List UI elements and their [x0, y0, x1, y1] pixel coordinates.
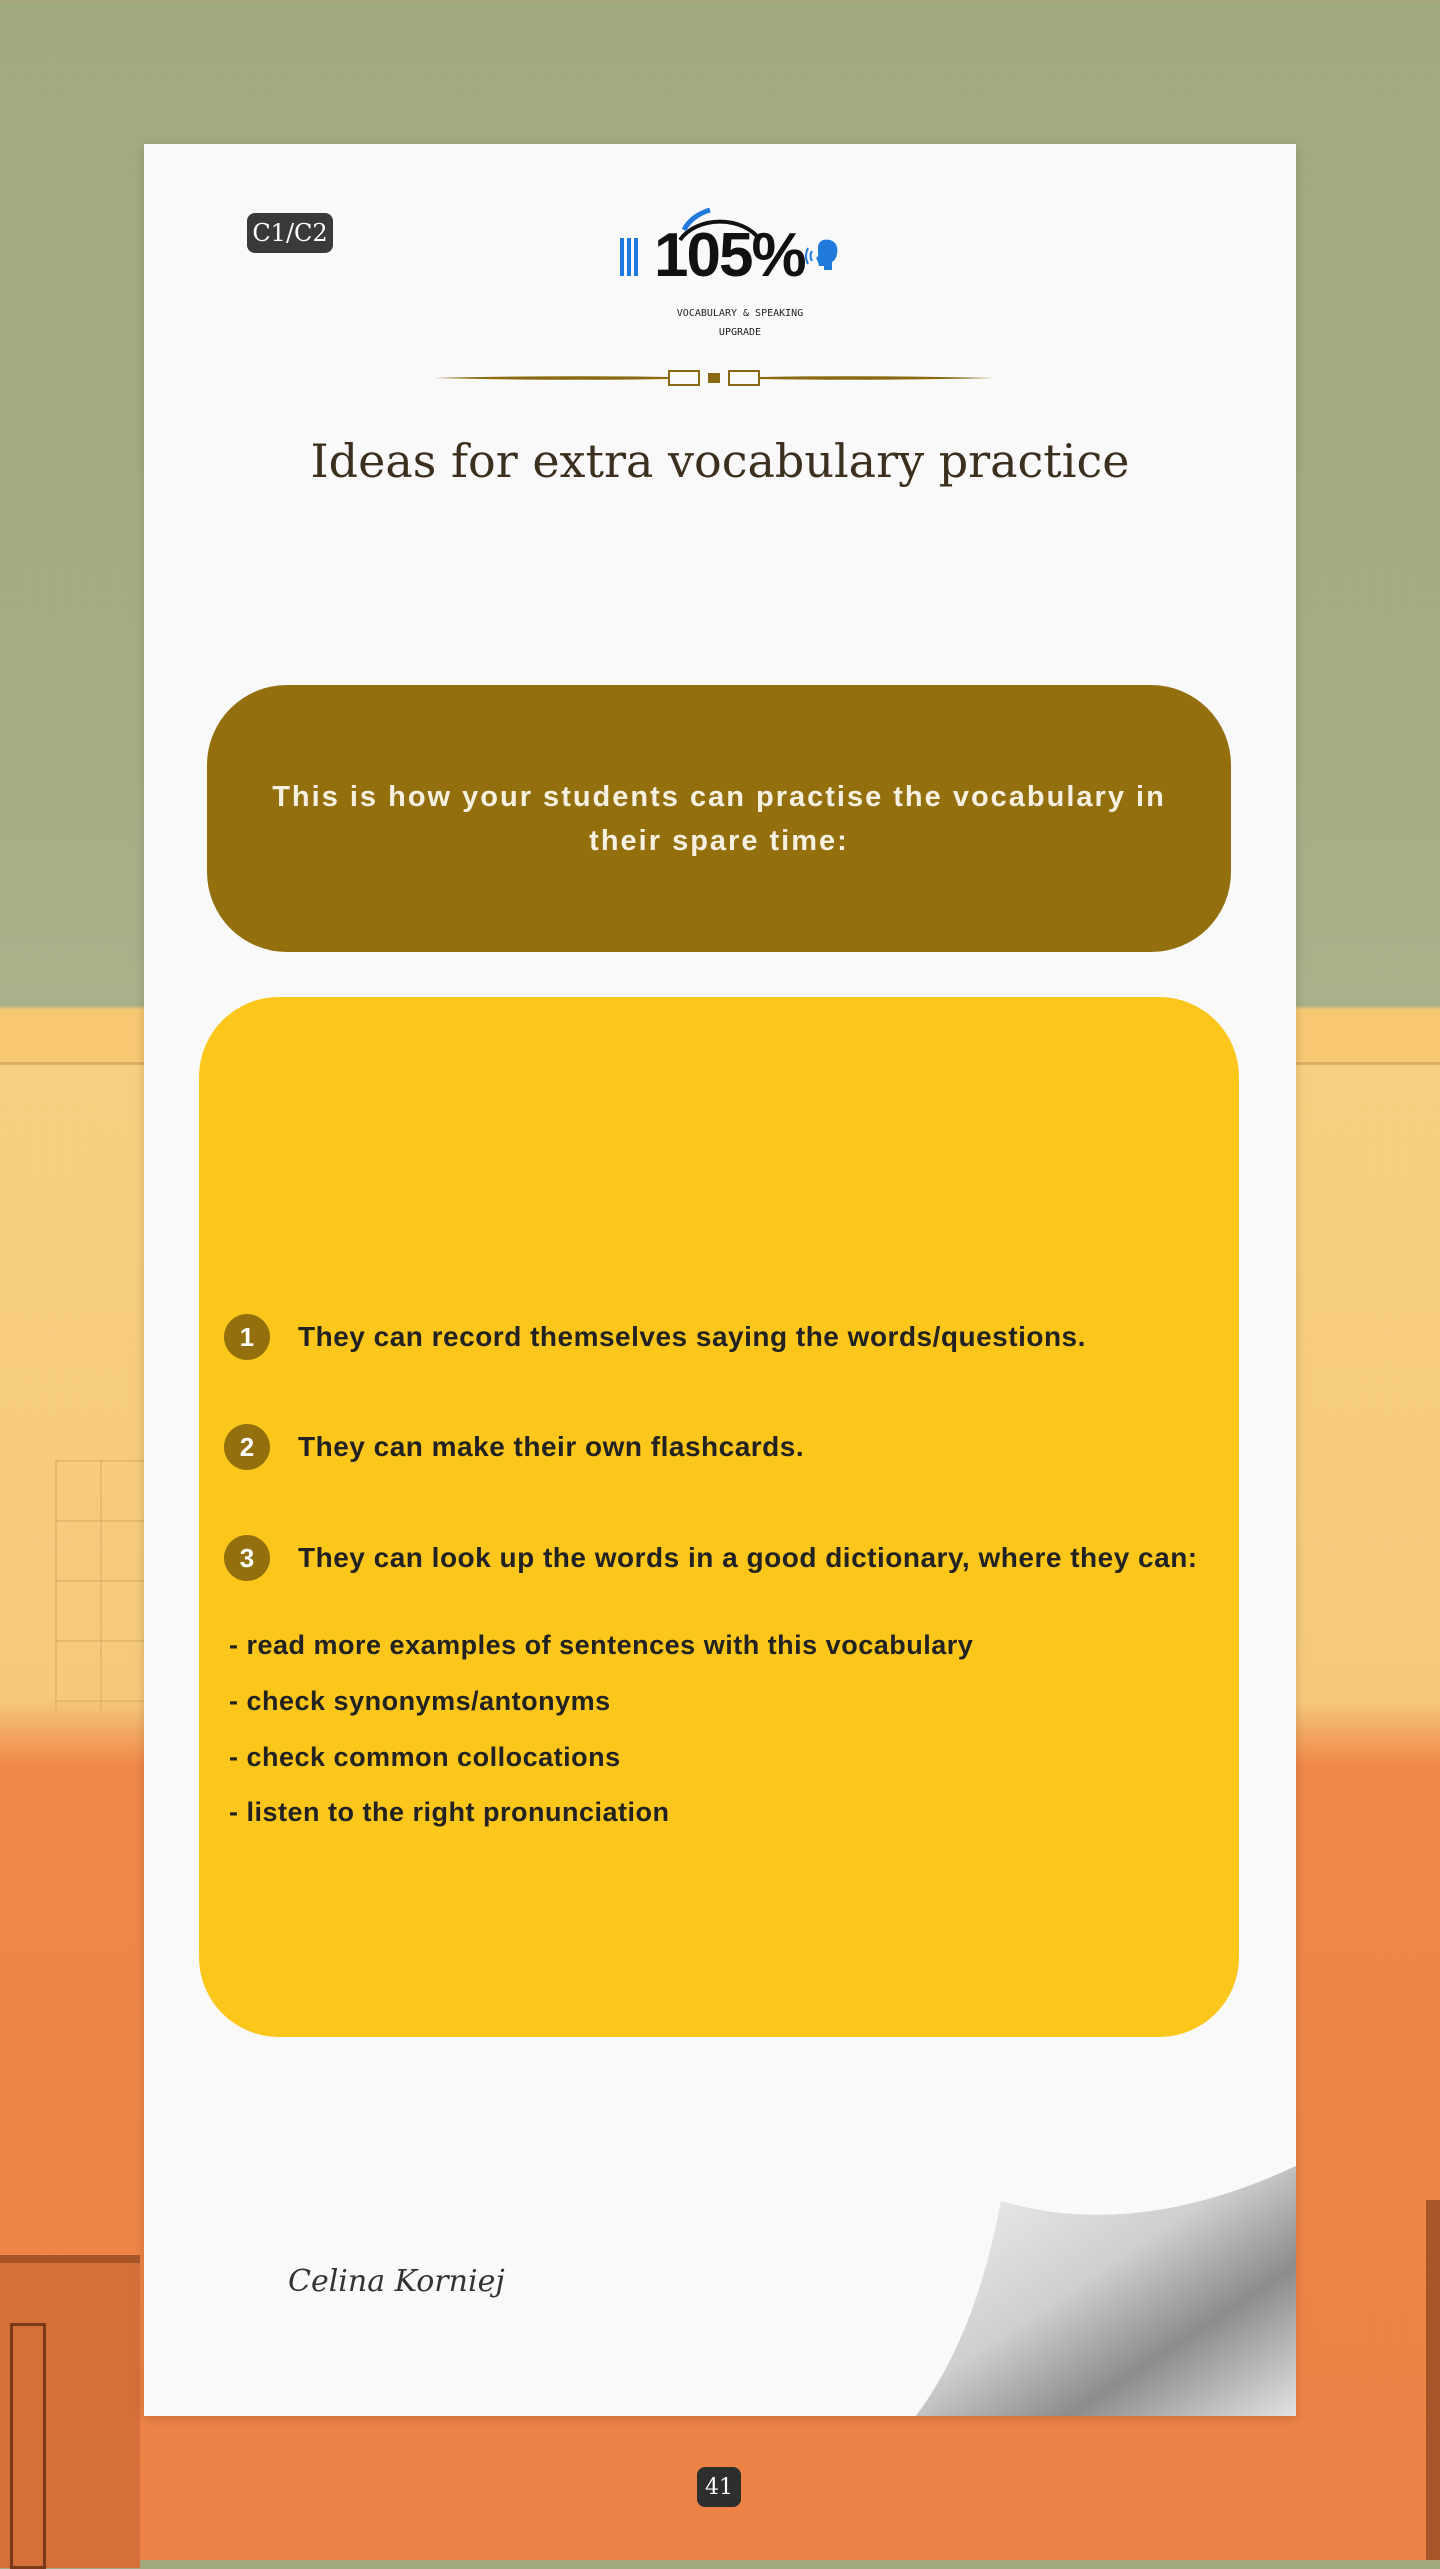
- author-signature: Celina Korniej: [288, 2264, 505, 2299]
- list-item: [224, 1535, 1198, 1581]
- logo-subtitle-line1: VOCABULARY & SPEAKING: [676, 308, 804, 319]
- level-badge: C1/C2: [247, 213, 333, 253]
- item-text: They can make their own flashcards.: [298, 1431, 805, 1462]
- sub-item: - read more examples of sentences with this vocabulary: [229, 1630, 974, 1660]
- page-title: Ideas for extra vocabulary practice: [310, 434, 1130, 488]
- logo-subtitle-line2: UPGRADE: [718, 327, 762, 338]
- background-bricks: [55, 1460, 145, 1710]
- page-curl-icon: [916, 2166, 1296, 2416]
- sub-item: - check synonyms/antonyms: [229, 1686, 611, 1716]
- brand-logo: [620, 196, 860, 338]
- equalizer-bars-icon: [620, 238, 641, 281]
- item-text: They can record themselves saying the words/questions.: [298, 1321, 1086, 1352]
- list-item: [224, 1424, 804, 1470]
- page-number: 41: [697, 2467, 741, 2507]
- item-number-badge: 2: [224, 1424, 270, 1470]
- background-door: [0, 2255, 140, 2568]
- sub-item: - listen to the right pronunciation: [229, 1797, 670, 1827]
- speaking-head-icon: [800, 236, 840, 276]
- ornamental-divider: [434, 366, 994, 390]
- item-number-badge: 1: [224, 1314, 270, 1360]
- worksheet-page: [144, 144, 1296, 2416]
- background-door-frame: [10, 2323, 46, 2569]
- background-door-edge: [1426, 2200, 1440, 2560]
- logo-subtitle: [620, 304, 860, 342]
- item-number-badge: 3: [224, 1535, 270, 1581]
- sub-item: - check common collocations: [229, 1742, 621, 1772]
- item-text: They can look up the words in a good dictionary, where they can:: [298, 1542, 1198, 1573]
- list-item: [224, 1314, 1086, 1360]
- ideas-list-box: [199, 997, 1239, 2037]
- intro-text: This is how your students can practise the vocabulary in their spare time:: [272, 780, 1166, 857]
- logo-number: 105%: [654, 221, 805, 290]
- intro-box: [207, 685, 1231, 952]
